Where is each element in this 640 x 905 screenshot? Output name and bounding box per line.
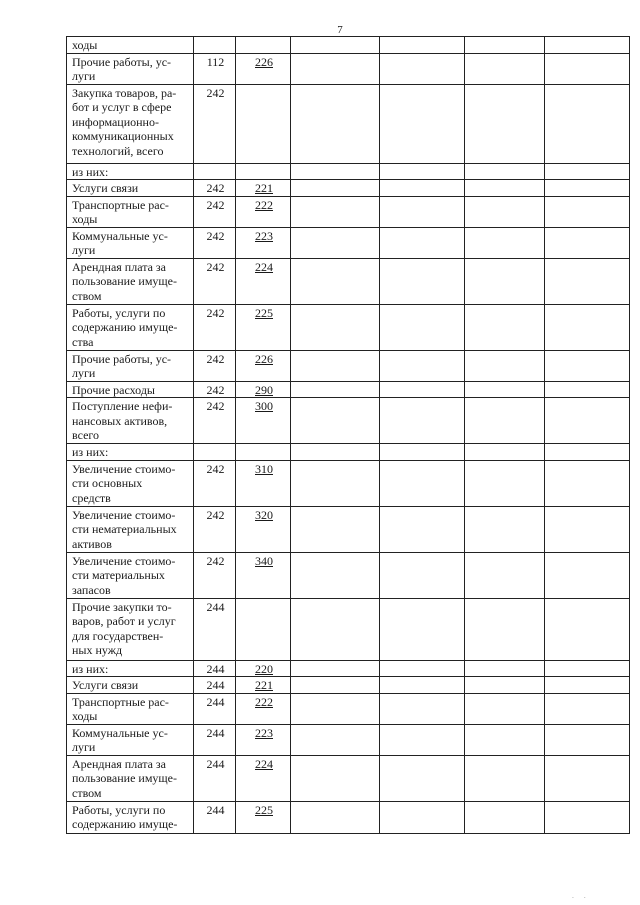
row-empty-cell-3 [465,304,545,350]
table-row [67,84,630,163]
row-empty-cell-2 [380,304,465,350]
row-kosgu-code-text: 226 [255,351,273,366]
row-empty-cell-4 [545,724,630,755]
table-row [67,37,630,54]
row-name: Коммунальные ус- луги [67,227,194,258]
row-kosgu-code-text: 223 [255,725,273,740]
row-empty-cell-2 [380,163,465,180]
row-kvr-code: 242 [194,196,236,227]
row-empty-cell-1 [291,381,380,398]
table-row [67,677,630,694]
row-empty-cell-2 [380,180,465,197]
table-row [67,444,630,461]
row-empty-cell-1 [291,258,380,304]
row-empty-cell-3 [465,677,545,694]
row-empty-cell-4 [545,552,630,598]
row-kosgu-code [236,258,291,304]
row-empty-cell-2 [380,552,465,598]
row-name: Увеличение стоимо- сти нематериальных активов [67,506,194,552]
row-kosgu-code [236,196,291,227]
row-name: Услуги связи [67,180,194,197]
row-empty-cell-3 [465,398,545,444]
row-empty-cell-4 [545,677,630,694]
row-empty-cell-4 [545,398,630,444]
row-kvr-code: 242 [194,227,236,258]
row-kvr-code: 242 [194,552,236,598]
table-row [67,460,630,506]
row-kosgu-code-text: 310 [255,461,273,476]
row-kvr-code: 242 [194,350,236,381]
row-empty-cell-2 [380,84,465,163]
table-row [67,196,630,227]
table-row [67,227,630,258]
row-empty-cell-4 [545,444,630,461]
row-empty-cell-4 [545,180,630,197]
row-empty-cell-3 [465,84,545,163]
table-row [67,598,630,660]
row-kvr-code: 244 [194,755,236,801]
scan-corner-mark: . . [572,893,590,900]
row-kvr-code: 244 [194,724,236,755]
row-empty-cell-4 [545,598,630,660]
row-empty-cell-4 [545,755,630,801]
row-empty-cell-1 [291,755,380,801]
row-empty-cell-4 [545,506,630,552]
row-kosgu-code [236,506,291,552]
row-empty-cell-4 [545,84,630,163]
table-row [67,660,630,677]
row-kvr-code [194,444,236,461]
row-empty-cell-1 [291,724,380,755]
table-row [67,552,630,598]
row-empty-cell-1 [291,196,380,227]
row-empty-cell-2 [380,598,465,660]
row-empty-cell-3 [465,381,545,398]
row-empty-cell-2 [380,196,465,227]
row-kosgu-code [236,552,291,598]
row-kvr-code: 112 [194,53,236,84]
row-kvr-code [194,163,236,180]
row-empty-cell-2 [380,660,465,677]
row-kvr-code: 244 [194,598,236,660]
row-name: Услуги связи [67,677,194,694]
table-row [67,801,630,833]
row-empty-cell-3 [465,350,545,381]
row-empty-cell-2 [380,37,465,54]
row-empty-cell-2 [380,227,465,258]
row-kosgu-code [236,801,291,833]
row-kvr-code: 244 [194,801,236,833]
row-kvr-code: 242 [194,258,236,304]
row-empty-cell-3 [465,598,545,660]
row-empty-cell-2 [380,258,465,304]
row-empty-cell-3 [465,755,545,801]
row-name: из них: [67,444,194,461]
row-empty-cell-4 [545,381,630,398]
row-empty-cell-3 [465,37,545,54]
row-kosgu-code [236,398,291,444]
row-name: из них: [67,163,194,180]
row-kosgu-code [236,227,291,258]
row-empty-cell-4 [545,350,630,381]
table-row [67,506,630,552]
row-kosgu-code [236,724,291,755]
row-empty-cell-3 [465,196,545,227]
row-empty-cell-4 [545,304,630,350]
row-name: из них: [67,660,194,677]
row-empty-cell-2 [380,398,465,444]
row-empty-cell-4 [545,196,630,227]
table-row [67,398,630,444]
row-empty-cell-1 [291,350,380,381]
row-kosgu-code-text: 290 [255,382,273,397]
row-kvr-code: 242 [194,84,236,163]
row-name: Транспортные рас- ходы [67,693,194,724]
row-name: Работы, услуги по содержанию имуще- [67,801,194,833]
row-name: Арендная плата за пользование имуще- ством [67,755,194,801]
row-empty-cell-1 [291,84,380,163]
row-empty-cell-3 [465,227,545,258]
row-empty-cell-3 [465,258,545,304]
row-name: Увеличение стоимо- сти основных средств [67,460,194,506]
row-empty-cell-2 [380,381,465,398]
row-empty-cell-2 [380,677,465,694]
budget-table [66,36,630,834]
page-number: 7 [337,24,343,36]
row-kvr-code: 242 [194,398,236,444]
row-name: Закупка товаров, ра- бот и услуг в сфере информационно- коммуникационных технологий, всего [67,84,194,163]
row-kosgu-code-text: 220 [255,661,273,676]
row-empty-cell-4 [545,801,630,833]
row-kosgu-code-text: 222 [255,197,273,212]
row-empty-cell-1 [291,552,380,598]
row-kosgu-code [236,53,291,84]
row-empty-cell-1 [291,460,380,506]
row-name: Транспортные рас- ходы [67,196,194,227]
row-empty-cell-4 [545,227,630,258]
row-empty-cell-2 [380,53,465,84]
table-row [67,53,630,84]
row-name: ходы [67,37,194,54]
row-empty-cell-4 [545,258,630,304]
row-empty-cell-3 [465,163,545,180]
row-kosgu-code [236,660,291,677]
row-empty-cell-2 [380,350,465,381]
row-kosgu-code-text: 222 [255,694,273,709]
row-empty-cell-2 [380,444,465,461]
row-empty-cell-4 [545,163,630,180]
row-empty-cell-3 [465,506,545,552]
row-kosgu-code [236,444,291,461]
row-empty-cell-3 [465,724,545,755]
row-kosgu-code-text: 224 [255,259,273,274]
row-kosgu-code [236,381,291,398]
table-row [67,381,630,398]
table-row [67,163,630,180]
row-kosgu-code [236,163,291,180]
row-empty-cell-1 [291,801,380,833]
row-kvr-code [194,37,236,54]
row-empty-cell-1 [291,660,380,677]
row-empty-cell-4 [545,460,630,506]
row-empty-cell-1 [291,506,380,552]
row-kosgu-code [236,693,291,724]
row-empty-cell-4 [545,660,630,677]
table-row [67,755,630,801]
row-kosgu-code-text: 340 [255,553,273,568]
row-empty-cell-2 [380,460,465,506]
row-empty-cell-1 [291,304,380,350]
row-empty-cell-1 [291,163,380,180]
row-kosgu-code-text: 320 [255,507,273,522]
row-kosgu-code-text: 224 [255,756,273,771]
row-empty-cell-4 [545,693,630,724]
row-name: Прочие работы, ус- луги [67,350,194,381]
row-kosgu-code-text: 221 [255,181,273,195]
row-kosgu-code-text: 223 [255,228,273,243]
row-empty-cell-1 [291,53,380,84]
table-row [67,304,630,350]
row-empty-cell-1 [291,444,380,461]
row-empty-cell-3 [465,53,545,84]
row-kvr-code: 242 [194,304,236,350]
row-empty-cell-1 [291,37,380,54]
budget-table-body [67,37,630,834]
row-kvr-code: 242 [194,381,236,398]
row-name: Увеличение стоимо- сти материальных запасов [67,552,194,598]
row-empty-cell-4 [545,53,630,84]
row-name: Прочие расходы [67,381,194,398]
row-kvr-code: 242 [194,506,236,552]
row-kosgu-code [236,350,291,381]
row-kosgu-code [236,84,291,163]
table-row [67,693,630,724]
table-row [67,258,630,304]
row-empty-cell-2 [380,801,465,833]
table-row [67,180,630,197]
row-empty-cell-3 [465,460,545,506]
row-empty-cell-4 [545,37,630,54]
row-kosgu-code-text: 300 [255,399,273,413]
row-empty-cell-1 [291,398,380,444]
row-kosgu-code-text: 221 [255,678,273,692]
row-empty-cell-1 [291,180,380,197]
row-empty-cell-1 [291,677,380,694]
row-name: Прочие работы, ус- луги [67,53,194,84]
row-kvr-code: 244 [194,677,236,694]
row-name: Работы, услуги по содержанию имуще- ства [67,304,194,350]
row-kosgu-code-text: 226 [255,54,273,69]
row-empty-cell-3 [465,180,545,197]
row-kosgu-code [236,598,291,660]
row-kosgu-code [236,755,291,801]
row-name: Прочие закупки то- варов, работ и услуг для государствен- ных нужд [67,598,194,660]
row-kosgu-code [236,460,291,506]
row-empty-cell-3 [465,660,545,677]
row-kosgu-code [236,677,291,694]
row-kvr-code: 242 [194,180,236,197]
row-name: Арендная плата за пользование имуще- ством [67,258,194,304]
row-empty-cell-1 [291,693,380,724]
table-row [67,724,630,755]
row-name: Коммунальные ус- луги [67,724,194,755]
row-empty-cell-3 [465,444,545,461]
row-empty-cell-2 [380,755,465,801]
row-empty-cell-1 [291,598,380,660]
row-kosgu-code [236,304,291,350]
row-empty-cell-3 [465,801,545,833]
row-name: Поступление нефи- нансовых активов, всего [67,398,194,444]
row-empty-cell-2 [380,506,465,552]
row-kosgu-code [236,37,291,54]
row-empty-cell-2 [380,693,465,724]
row-empty-cell-2 [380,724,465,755]
row-empty-cell-3 [465,552,545,598]
row-empty-cell-3 [465,693,545,724]
row-kosgu-code-text: 225 [255,305,273,320]
table-row [67,350,630,381]
row-kvr-code: 242 [194,460,236,506]
row-empty-cell-1 [291,227,380,258]
row-kvr-code: 244 [194,660,236,677]
row-kosgu-code [236,180,291,197]
row-kosgu-code-text: 225 [255,802,273,817]
row-kvr-code: 244 [194,693,236,724]
